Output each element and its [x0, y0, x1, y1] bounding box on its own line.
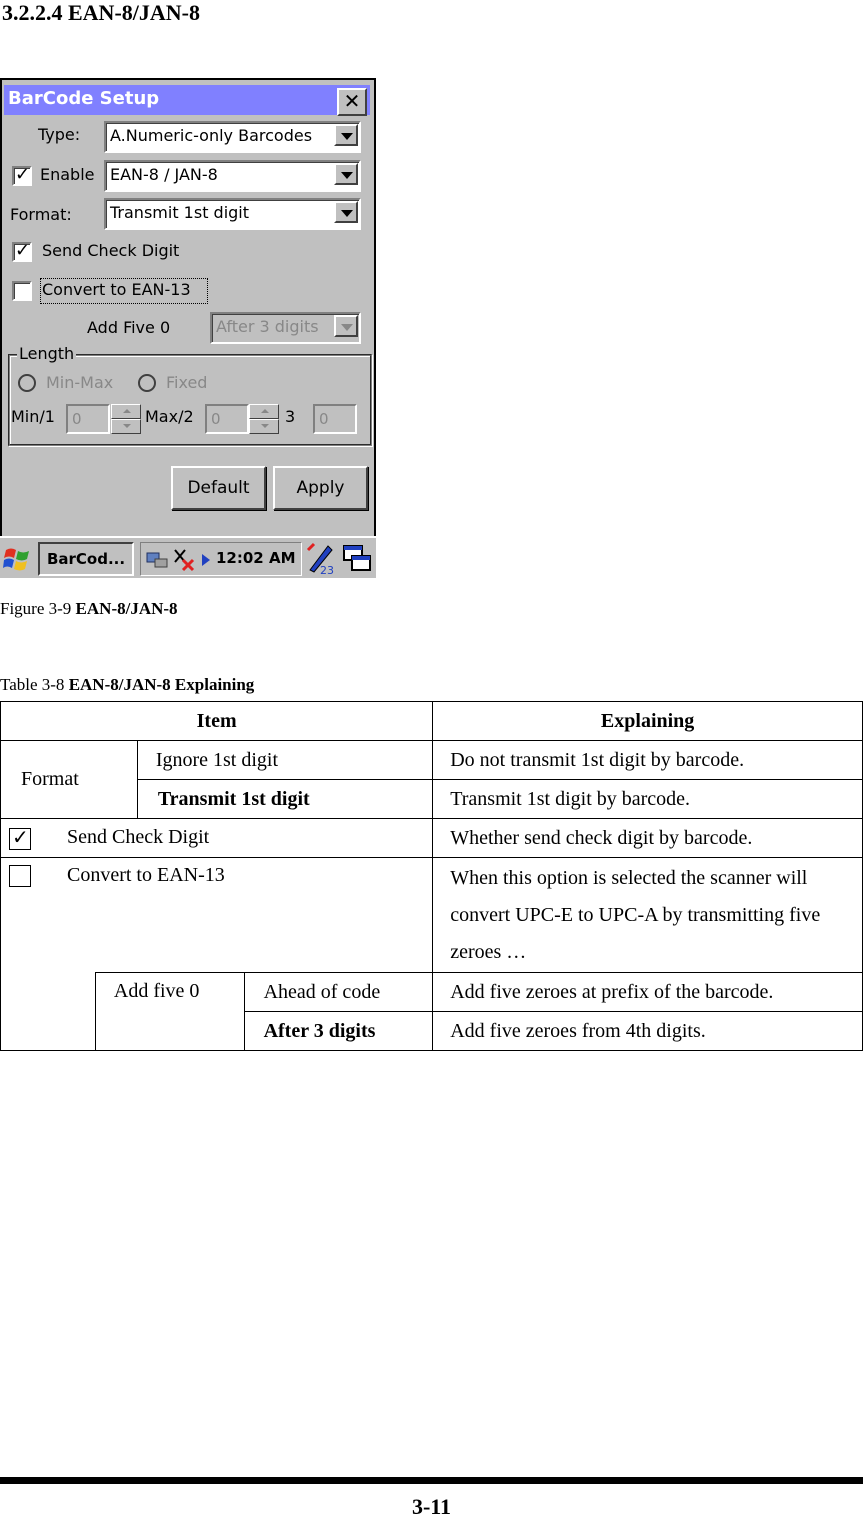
format-label: Format: [10, 205, 72, 224]
chevron-down-icon[interactable] [334, 163, 358, 185]
format-combo[interactable] [104, 198, 361, 230]
arrow-right-icon[interactable] [201, 552, 211, 571]
chevron-down-icon[interactable] [334, 315, 358, 337]
table-caption [0, 675, 254, 695]
ignore-first-explain: Do not transmit 1st digit by barcode. [433, 741, 863, 780]
windows-start-icon[interactable] [3, 544, 33, 574]
convert-cell [1, 858, 433, 973]
min1-spinner[interactable] [111, 404, 141, 434]
add-five-label: Add Five 0 [87, 318, 171, 337]
chevron-down-icon[interactable] [334, 124, 358, 146]
min-max-label: Min-Max [46, 373, 114, 392]
header-explaining: Explaining [433, 702, 863, 741]
third-label: 3 [285, 407, 296, 426]
max2-value: 0 [211, 410, 221, 428]
table-header-row [1, 702, 863, 741]
length-group-label: Length [19, 344, 75, 363]
input-panel-icon[interactable] [306, 542, 336, 578]
clock[interactable]: 12:02 AM [216, 549, 296, 567]
enable-checkbox[interactable] [12, 166, 32, 186]
symbology-combo[interactable] [104, 160, 361, 192]
fixed-radio[interactable] [138, 374, 156, 392]
enable-label: Enable [40, 165, 95, 184]
send-check-explain: Whether send check digit by barcode. [433, 819, 863, 858]
figure-caption [0, 599, 178, 619]
min1-value: 0 [72, 410, 82, 428]
ahead-explain: Add five zeroes at prefix of the barcode. [433, 973, 863, 1012]
disconnected-icon[interactable] [171, 548, 197, 576]
header-item: Item [1, 702, 433, 741]
ahead-cell: Ahead of code [244, 973, 433, 1012]
fixed-label: Fixed [166, 373, 208, 392]
after3-cell: After 3 digits [244, 1012, 433, 1051]
blank-cell [1, 973, 96, 1051]
taskbar-item-barcode[interactable]: BarCod... [38, 542, 134, 576]
system-tray [140, 542, 302, 576]
taskbar [0, 536, 376, 578]
add-five-combo[interactable] [210, 312, 361, 344]
max2-field[interactable] [205, 404, 249, 434]
footer-rule [0, 1477, 863, 1484]
figure-caption-title: EAN-8/JAN-8 [75, 599, 178, 618]
add-five-cell: Add five 0 [95, 973, 244, 1051]
checkbox-unchecked-icon [9, 865, 31, 887]
convert-text: Convert to EAN-13 [67, 864, 225, 886]
type-label: Type: [38, 125, 81, 144]
table-caption-title: EAN-8/JAN-8 Explaining [68, 675, 255, 694]
dialog-title: BarCode Setup [8, 88, 160, 109]
spin-up-icon[interactable] [111, 404, 141, 419]
close-button[interactable]: ✕ [337, 88, 367, 116]
table-row [1, 819, 863, 858]
spin-down-icon[interactable] [249, 419, 279, 434]
checkbox-checked-icon: ✓ [9, 828, 31, 850]
type-combo[interactable] [104, 121, 361, 153]
table-row [1, 973, 863, 1012]
spin-up-icon[interactable] [249, 404, 279, 419]
table-row [1, 858, 863, 973]
format-value: Transmit 1st digit [110, 203, 250, 222]
min1-field[interactable] [66, 404, 110, 434]
symbology-value: EAN-8 / JAN-8 [110, 165, 218, 184]
barcode-setup-screenshot [0, 78, 376, 578]
transmit-first-explain: Transmit 1st digit by barcode. [433, 780, 863, 819]
send-check-digit-checkbox[interactable] [12, 242, 32, 262]
apply-button[interactable]: Apply [273, 466, 368, 510]
chevron-down-icon[interactable] [334, 201, 358, 223]
ignore-first-cell: Ignore 1st digit [137, 741, 432, 780]
format-cell: Format [1, 741, 138, 819]
convert-ean13-label: Convert to EAN-13 [42, 280, 191, 299]
title-bar [4, 85, 370, 115]
convert-explain: When this option is selected the scanner will convert UPC-E to UPC-A by transmitting five zeroes … [433, 858, 863, 973]
default-button[interactable]: Default [171, 466, 266, 510]
spin-down-icon[interactable] [111, 419, 141, 434]
send-check-cell [1, 819, 433, 858]
third-value: 0 [319, 410, 329, 428]
max2-spinner[interactable] [249, 404, 279, 434]
desktop-icon[interactable] [342, 544, 372, 578]
send-check-text: Send Check Digit [67, 826, 210, 849]
table-row [1, 741, 863, 780]
section-heading: 3.2.2.4 EAN-8/JAN-8 [2, 0, 200, 25]
send-check-digit-label: Send Check Digit [42, 241, 180, 260]
convert-ean13-checkbox[interactable] [12, 281, 32, 301]
explaining-table [0, 701, 863, 1051]
min-max-radio[interactable] [18, 374, 36, 392]
type-value: A.Numeric-only Barcodes [110, 126, 313, 145]
transmit-first-cell: Transmit 1st digit [137, 780, 432, 819]
min1-label: Min/1 [11, 407, 55, 426]
table-caption-prefix: Table 3-8 [0, 675, 69, 694]
figure-caption-prefix: Figure 3-9 [0, 599, 76, 618]
network-icon[interactable] [145, 549, 169, 575]
after3-explain: Add five zeroes from 4th digits. [433, 1012, 863, 1051]
page-number: 3-11 [411, 1494, 452, 1519]
add-five-value: After 3 digits [216, 317, 319, 336]
third-field[interactable] [313, 404, 357, 434]
svg-text:23: 23 [320, 564, 334, 576]
max2-label: Max/2 [145, 407, 194, 426]
